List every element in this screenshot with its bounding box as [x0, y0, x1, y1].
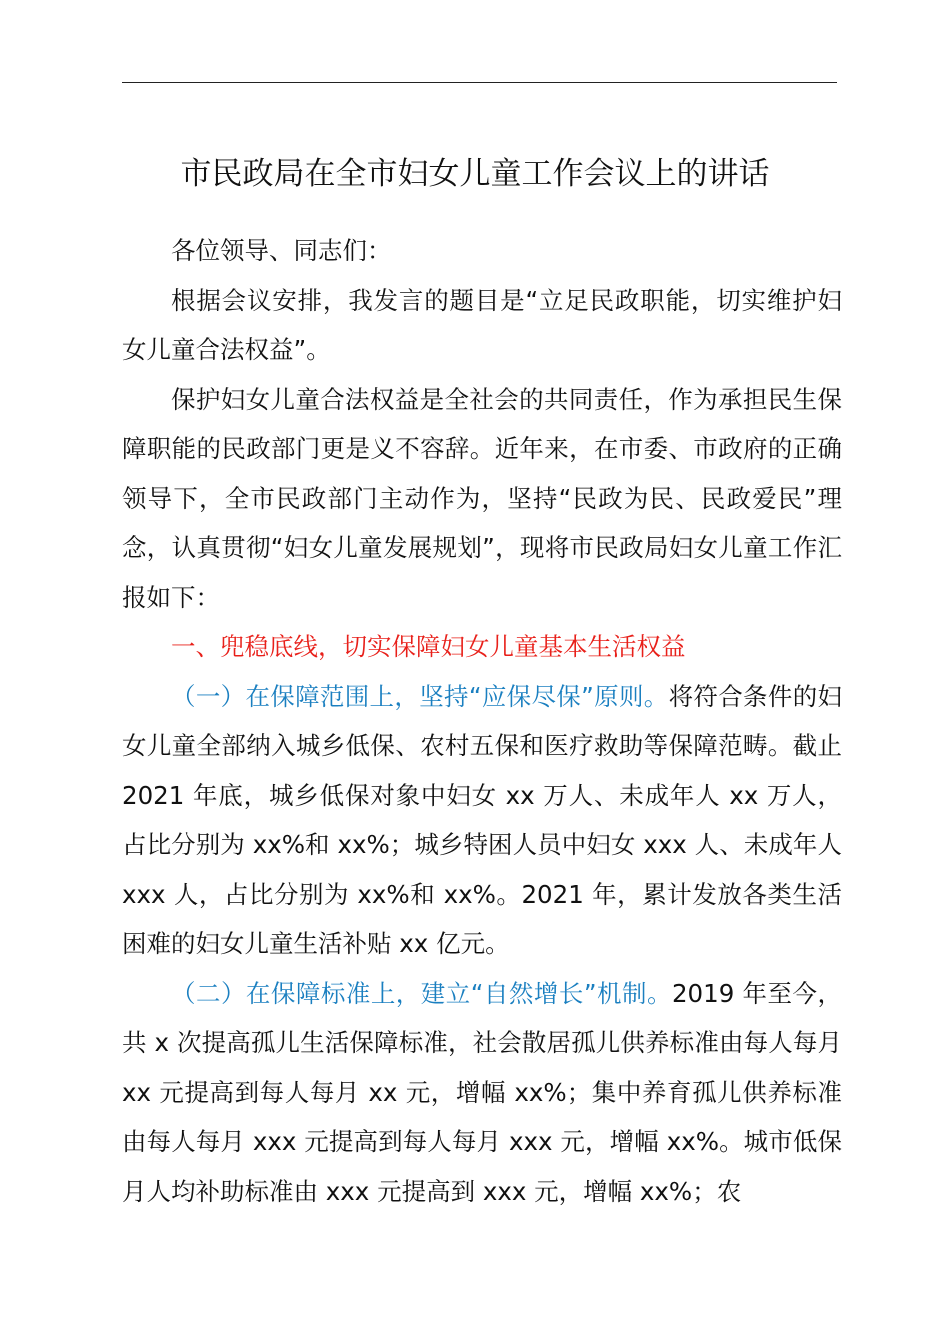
document-body [122, 226, 842, 1216]
subsection-2-text: 2019 年至今，共 x 次提高孤儿生活保障标准，社会散居孤儿供养标准由每人每月 xx 元提高到每人每月 xx 元，增幅 xx%；集中养育孤儿供养标准由每人每月 xxx 元提高到每人每月 xxx 元，增幅 xx%。城市低保月人均补助标准由 xxx 元提高到 xxx 元，增幅 xx%；农 [122, 978, 842, 1206]
subsection-2-heading: （二）在保障标准上，建立“自然增长”机制。 [171, 978, 672, 1008]
salutation: 各位领导、同志们： [171, 236, 392, 265]
intro-paragraph: 根据会议安排，我发言的题目是“立足民政职能，切实维护妇女儿童合法权益”。 [122, 285, 842, 364]
document-title: 市民政局在全市妇女儿童工作会议上的讲话 [180, 156, 770, 192]
subsection-1-heading: （一）在保障范围上，坚持“应保尽保”原则。 [171, 681, 669, 711]
background-paragraph: 保护妇女儿童合法权益是全社会的共同责任，作为承担民生保障职能的民政部门更是义不容辞。近年来，在市委、市政府的正确领导下，全市民政部门主动作为，坚持“民政为民、民政爱民”理念，认真贯彻“妇女儿童发展规划”，现将市民政局妇女儿童工作汇报如下： [122, 384, 842, 612]
subsection-1-text: 将符合条件的妇女儿童全部纳入城乡低保、农村五保和医疗救助等保障范畴。截止 2021 年底，城乡低保对象中妇女 xx 万人、未成年人 xx 万人，占比分别为 xx%和 xx%；城乡特困人员中妇女 xxx 人、未成年人 xxx 人，占比分别为 xx%和 xx%。2021 年，累计发放各类生活困难的妇女儿童生活补贴 xx 亿元。 [122, 681, 843, 958]
header-rule [122, 82, 837, 83]
subsection-2-paragraph [122, 969, 842, 1217]
subsection-1-paragraph [122, 672, 842, 969]
section-heading: 一、兜稳底线，切实保障妇女儿童基本生活权益 [171, 632, 686, 661]
